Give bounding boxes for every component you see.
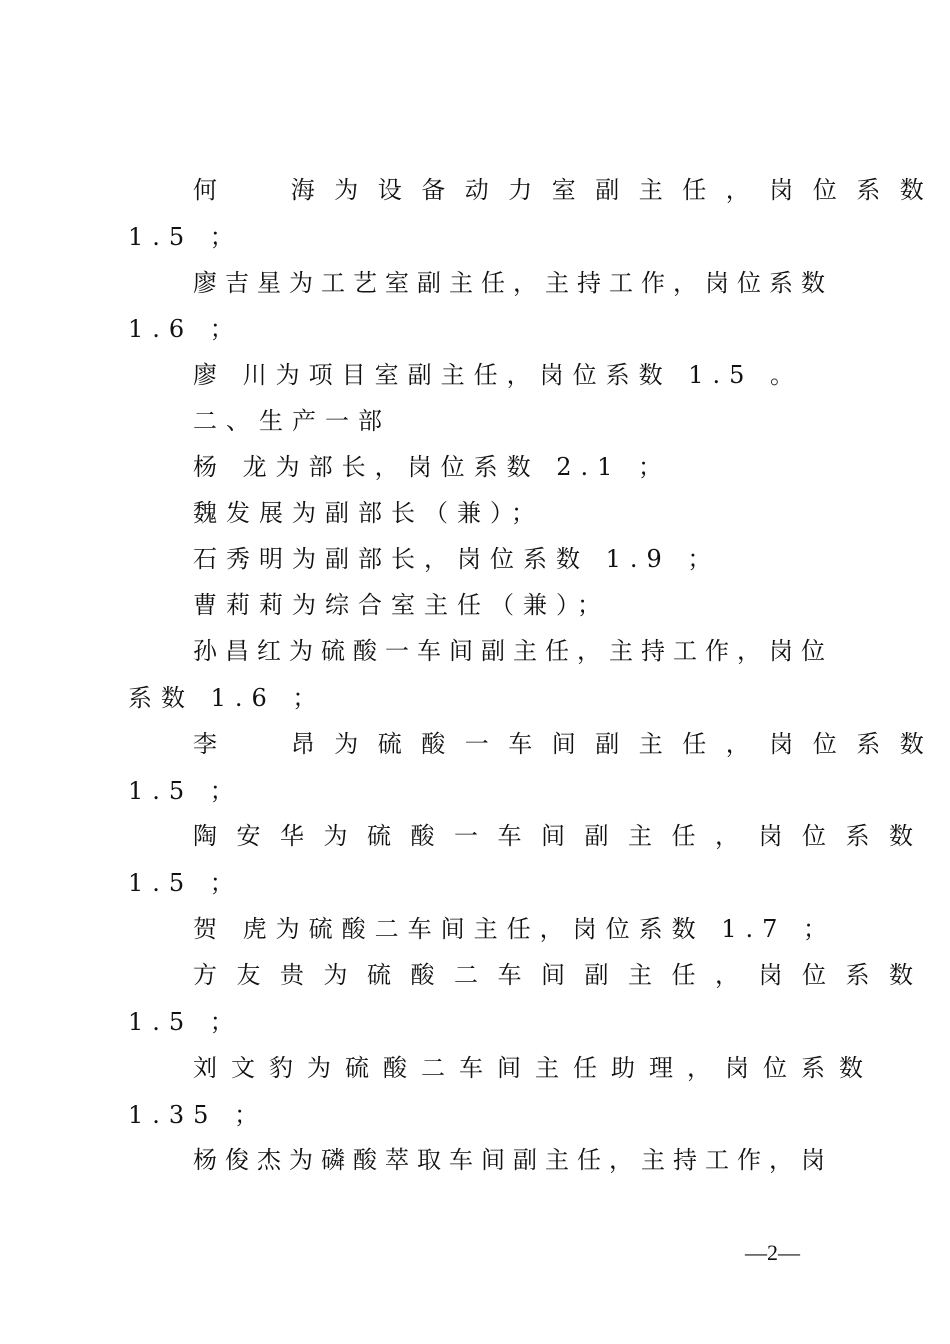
text-line-continuation: 1.5 ； [128,777,243,805]
text-line-continuation: 系数 1.6 ； [128,684,326,712]
text-line-continuation: 1.5 ； [128,223,243,251]
text-line-wei-fazhan: 魏发展为副部长（兼）； [193,499,544,527]
text-line-li-ang: 李 昂为硫酸一车间副主任，岗位系数 [193,730,944,758]
text-line-cao-lili: 曹莉莉为综合室主任（兼）； [193,591,610,619]
text-line-liu-wenbao: 刘文豹为硫酸二车间主任助理，岗位系数 [193,1054,877,1082]
text-line-tao-anhua: 陶安华为硫酸一车间副主任，岗位系数 [193,822,933,850]
section-heading: 二、生产一部 [193,407,391,435]
text-line-liao-jixing: 廖吉星为工艺室副主任，主持工作，岗位系数 [193,269,833,297]
text-line-continuation: 1.35 ； [128,1101,268,1129]
text-line-liao-chuan: 廖 川为项目室副主任，岗位系数 1.5 。 [193,361,804,389]
text-line-yang-junjie: 杨俊杰为磷酸萃取车间副主任，主持工作，岗 [193,1146,833,1174]
text-line-continuation: 1.5 ； [128,869,243,897]
text-line-shi-xiuming: 石秀明为副部长，岗位系数 1.9 ； [193,545,721,573]
text-line-fang-yougui: 方友贵为硫酸二车间副主任，岗位系数 [193,961,933,989]
text-line-continuation: 1.6 ； [128,315,243,343]
text-line-he-hai: 何 海为设备动力室副主任，岗位系数 [193,176,944,204]
text-line-continuation: 1.5 ； [128,1008,243,1036]
page-number: —2— [745,1240,800,1265]
text-line-sun-changhong: 孙昌红为硫酸一车间副主任，主持工作，岗位 [193,637,833,665]
text-line-yang-long: 杨 龙为部长，岗位系数 2.1 ； [193,453,672,481]
text-line-he-hu: 贺 虎为硫酸二车间主任，岗位系数 1.7 ； [193,915,837,943]
